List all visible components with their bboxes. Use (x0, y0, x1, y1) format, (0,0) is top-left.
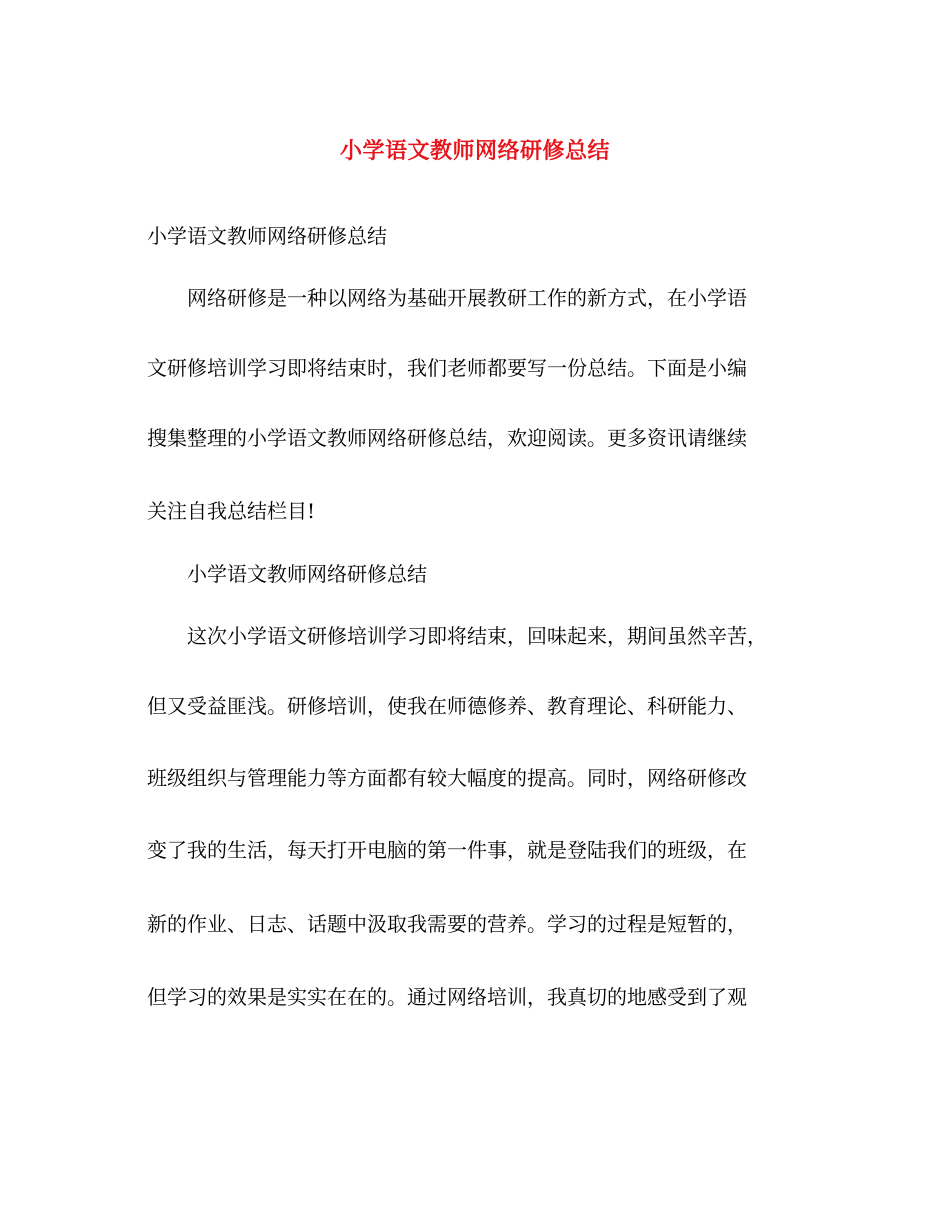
paragraph-2-line-6: 但学习的效果是实实在在的。通过网络培训，我真切的地感受到了观 (147, 985, 747, 1009)
paragraph-2-line-4: 变了我的生活，每天打开电脑的第一件事，就是登陆我们的班级，在 (147, 838, 747, 862)
subheading: 小学语文教师网络研修总结 (187, 562, 427, 586)
paragraph-2-line-5: 新的作业、日志、话题中汲取我需要的营养。学习的过程是短暂的， (147, 912, 747, 936)
paragraph-2-line-3: 班级组织与管理能力等方面都有较大幅度的提高。同时，网络研修改 (147, 766, 747, 790)
paragraph-1-line-2: 文研修培训学习即将结束时，我们老师都要写一份总结。下面是小编 (147, 356, 747, 380)
paragraph-1-line-4: 关注自我总结栏目! (147, 499, 316, 523)
document-heading: 小学语文教师网络研修总结 (147, 224, 387, 248)
paragraph-2-line-2: 但又受益匪浅。研修培训，使我在师德修养、教育理论、科研能力、 (147, 694, 747, 718)
paragraph-1-line-3: 搜集整理的小学语文教师网络研修总结，欢迎阅读。更多资讯请继续 (147, 426, 747, 450)
document-title: 小学语文教师网络研修总结 (339, 138, 610, 164)
paragraph-1-line-1: 网络研修是一种以网络为基础开展教研工作的新方式，在小学语 (187, 286, 747, 310)
paragraph-2-line-1: 这次小学语文研修培训学习即将结束，回味起来，期间虽然辛苦， (187, 624, 767, 648)
